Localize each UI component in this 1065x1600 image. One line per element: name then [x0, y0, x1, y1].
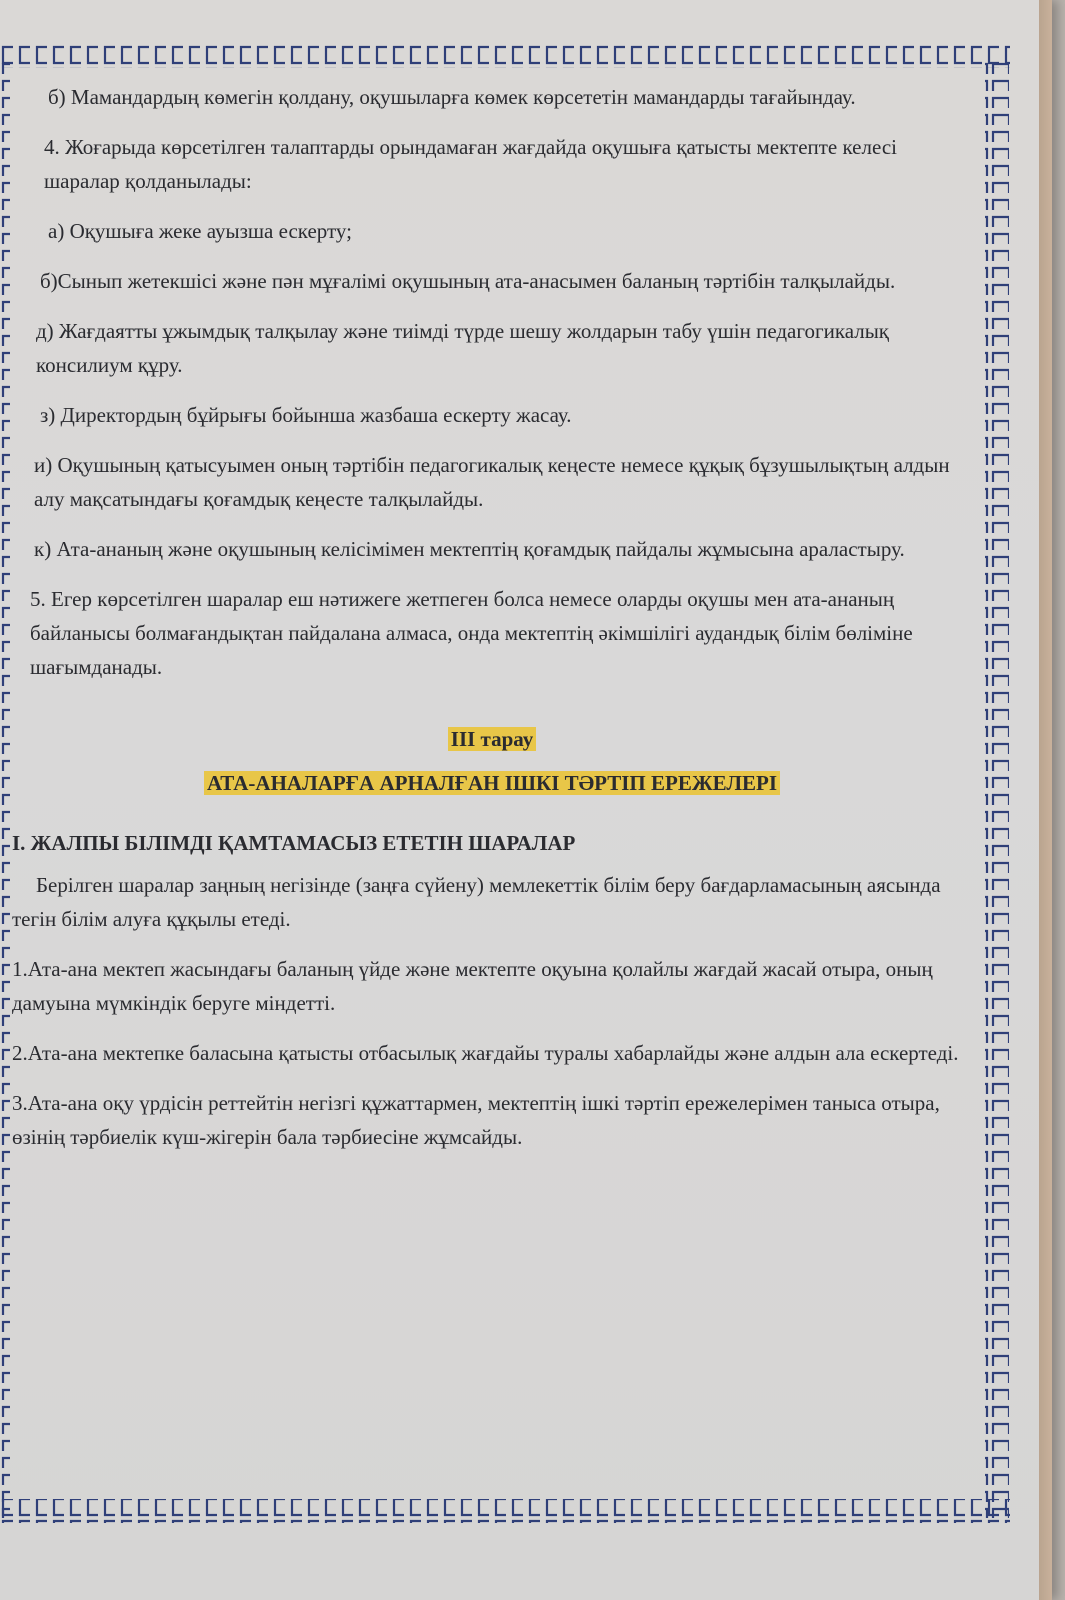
- page-content: [12, 80, 972, 1170]
- paragraph-d-consilium: д) Жағдаятты ұжымдық талқылау және тиімді түрде шешу жолдарын табу үшін педагогикалық консилиум құру.: [36, 319, 890, 377]
- list-item: 2.Ата-ана мектепке баласына қатысты отбасылық жағдайы туралы хабарлайды және алдын ала ескертеді.: [12, 1041, 959, 1065]
- paragraph-z-written-warning: з) Директордың бұйрығы бойынша жазбаша ескерту жасау.: [40, 403, 572, 427]
- list-item: 1.Ата-ана мектеп жасындағы баланың үйде және мектепте оқуына қолайлы жағдай жасай отыра, оның дамуына мүмкіндік беруге міндетті.: [12, 957, 933, 1015]
- paragraph-5-complaint: 5. Егер көрсетілген шаралар еш нәтижеге жетпеген болса немесе оларды оқушы мен ата-ананың байланысы болмағандықтан пайдалана алмаса, онда мектептің әкімшілігі аудандық білім бөліміне шағымданады.: [30, 587, 913, 679]
- list-item: 3.Ата-ана оқу үрдісін реттейтін негізгі құжаттармен, мектептің ішкі тәртіп ережелерімен таныса отыра, өзінің тәрбиелік күш-жігерін бала тәрбиесіне жұмсайды.: [12, 1091, 940, 1149]
- paragraph-i-council: и) Оқушының қатысуымен оның тәртібін педагогикалық кеңесте немесе құқық бұзушылықтың алдын алу мақсатындағы қоғамдық кеңесте талқылайды.: [34, 453, 950, 511]
- page-edge: [1039, 0, 1052, 1600]
- section-intro: Берілген шаралар заңның негізінде (заңға сүйену) мемлекеттік білім беру бағдарламасының аясында тегін білім алуға құқылы етеді.: [12, 873, 941, 931]
- paragraph-b-specialists: б) Мамандардың көмегін қолдану, оқушыларға көмек көрсететін мамандарды тағайындау.: [48, 85, 856, 109]
- paragraph-k-public-work: к) Ата-ананың және оқушының келісімімен мектептің қоғамдық пайдалы жұмысына араластыру.: [34, 537, 905, 561]
- paragraph-4-measures: 4. Жоғарыда көрсетілген талаптарды орындамаған жағдайда оқушыға қатысты мектепте келесі шаралар қолданылады:: [44, 135, 897, 193]
- chapter-title-text: АТА-АНАЛАРҒА АРНАЛҒАН ІШКІ ТӘРТІП ЕРЕЖЕЛЕРІ: [204, 771, 780, 795]
- chapter-number-text: III тарау: [448, 727, 536, 751]
- paragraph-b-class-teacher: б)Сынып жетекшісі және пән мұғалімі оқушының ата-анасымен баланың тәртібін талқылайды.: [40, 269, 896, 293]
- chapter-number: [12, 724, 972, 754]
- chapter-title: [12, 768, 972, 798]
- section-title: I. ЖАЛПЫ БІЛІМДІ ҚАМТАМАСЫЗ ЕТЕТІН ШАРАЛАР: [12, 831, 576, 855]
- paragraph-a-oral-warning: а) Оқушыға жеке ауызша ескерту;: [48, 219, 352, 243]
